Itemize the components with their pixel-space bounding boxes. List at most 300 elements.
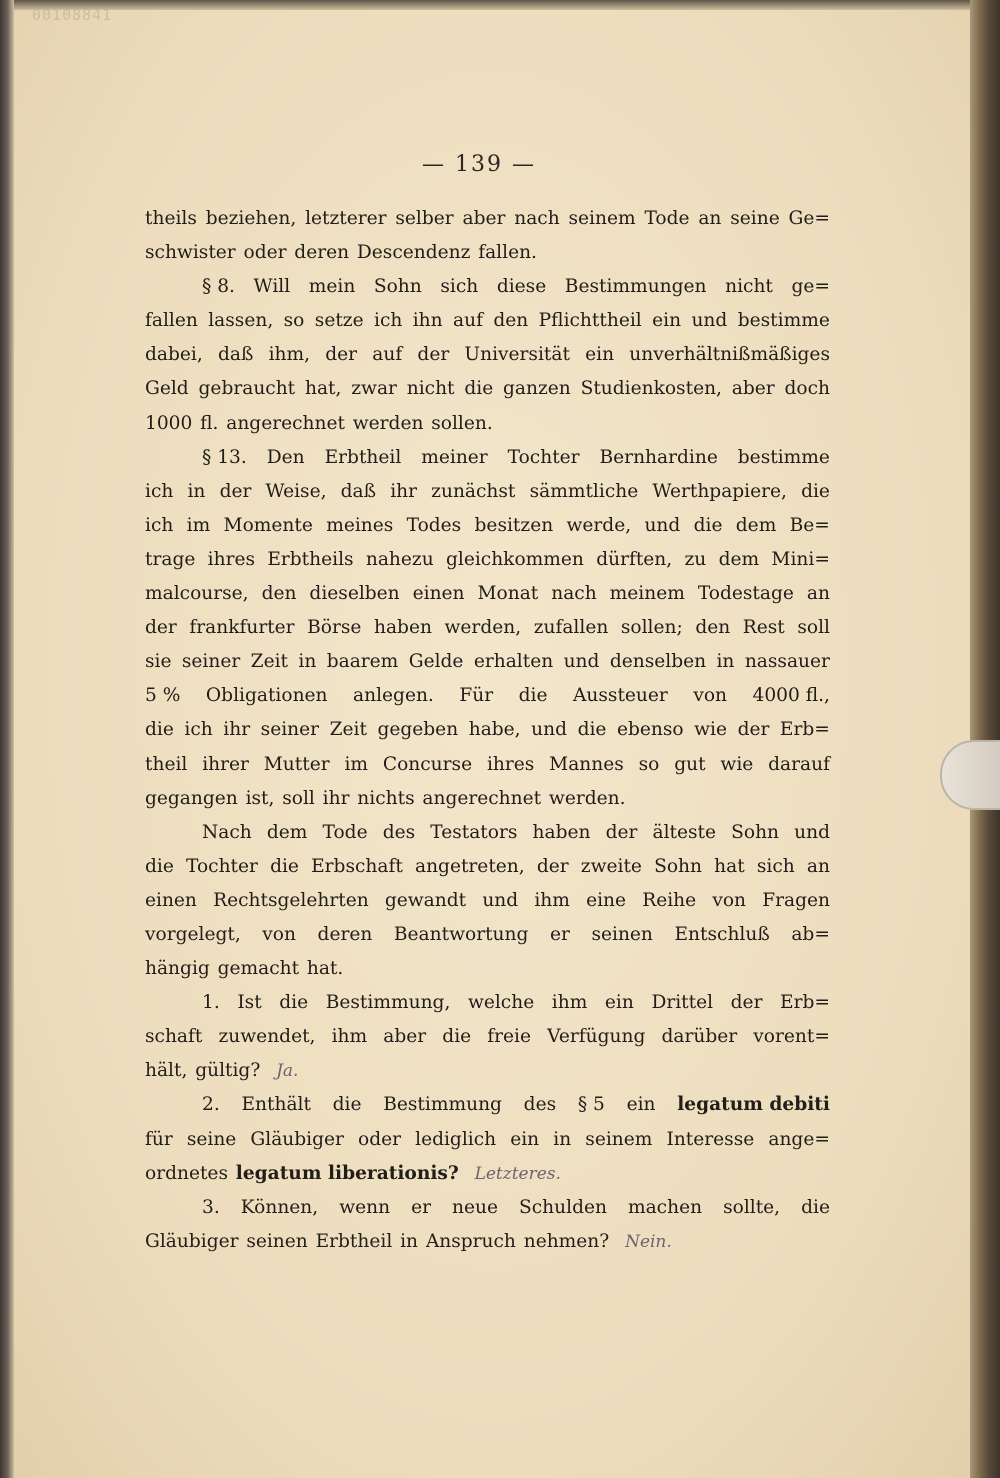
handwritten-note: Letzteres. (474, 1163, 561, 1184)
word: und (794, 821, 830, 843)
word: vorgelegt, (145, 923, 241, 945)
word: dieselben (309, 583, 400, 605)
word: machen (627, 1196, 703, 1218)
word: einen (412, 583, 465, 605)
word: die (464, 378, 494, 400)
word: aber (383, 1026, 427, 1048)
word: Bestimmung (383, 1094, 502, 1116)
word: aber (462, 208, 506, 229)
word: ihm (331, 1026, 368, 1048)
word: Erbtheil (324, 446, 402, 468)
paragraph (145, 1191, 830, 1259)
word: unverhältnißmäßiges (629, 344, 830, 366)
word: ange= (768, 1128, 830, 1150)
text-line (145, 1054, 830, 1088)
handwritten-note: Nein. (625, 1231, 672, 1252)
word: Für (459, 685, 494, 707)
word: ihm (551, 992, 588, 1014)
word: Fragen (762, 889, 830, 911)
text-line (145, 441, 830, 475)
word: des (382, 821, 416, 843)
word: ab= (791, 923, 830, 945)
word: ich (145, 480, 174, 502)
word: meines (326, 514, 394, 536)
word: gewandt (384, 889, 467, 911)
word: an (806, 583, 830, 605)
word: gebraucht (198, 378, 296, 400)
word: oder (243, 242, 287, 264)
word: an (806, 855, 830, 877)
word: sich (756, 855, 795, 877)
word: selber (395, 208, 454, 229)
word: für (145, 1128, 173, 1150)
text-line (145, 1225, 830, 1259)
word: Tochter (507, 446, 580, 468)
word: hat. (306, 958, 344, 980)
word: schwister (145, 242, 236, 264)
word: den (261, 583, 297, 605)
word: Universität (464, 344, 570, 366)
word: zwar (351, 378, 397, 400)
text-line (145, 986, 830, 1020)
word: malcourse, (145, 583, 249, 605)
book-right-edge (970, 0, 1000, 1478)
word: setze (314, 310, 364, 332)
word: die (442, 1026, 472, 1048)
word: ein (604, 992, 634, 1014)
word: Testators (430, 821, 518, 843)
word: Erb= (780, 992, 830, 1014)
word: Ge= (788, 208, 830, 229)
word: haben (532, 821, 591, 843)
word: einen (145, 889, 197, 911)
word: ihm (534, 889, 570, 911)
word: 1. (202, 992, 220, 1014)
word: Gläubiger (145, 1230, 239, 1252)
text-line (145, 407, 830, 441)
word: werde, (566, 514, 632, 536)
word: ge= (791, 276, 830, 298)
word: ist, (245, 787, 275, 809)
word: älteste (652, 821, 717, 843)
word: Verfügung (547, 1026, 646, 1048)
word: zuwendet, (218, 1026, 316, 1048)
word: § 8. (202, 276, 235, 298)
word: ein (626, 1094, 656, 1116)
word: Mutter (263, 753, 330, 775)
word: Erbtheils (267, 548, 354, 570)
word: theils (145, 208, 197, 229)
word: Tode (644, 208, 690, 229)
word: hat, (304, 378, 342, 400)
text-line (145, 577, 830, 611)
word: seinem (585, 1128, 653, 1150)
word: und (644, 514, 681, 536)
word: und (563, 651, 600, 673)
word: Entschluß (674, 923, 770, 945)
word: Rest (742, 617, 785, 639)
word: in (400, 1230, 419, 1252)
word: sich (440, 276, 479, 298)
text-line (145, 1191, 830, 1225)
book-left-edge (0, 0, 14, 1478)
text-line (145, 543, 830, 577)
word: der (730, 992, 763, 1014)
word: seiner (181, 651, 241, 673)
word: Will (253, 276, 291, 298)
word: der (605, 821, 638, 843)
word: dem (266, 821, 308, 843)
word: ein (585, 344, 615, 366)
word: angetreten, (414, 855, 525, 877)
word: besitzen (474, 514, 554, 536)
word: bestimme (737, 310, 830, 332)
word: seiner (260, 719, 320, 741)
word: und (691, 310, 728, 332)
word: werden, (444, 617, 522, 639)
word: meinem (609, 583, 685, 605)
word: nach (514, 208, 560, 229)
word: nicht (725, 276, 773, 298)
text-line (145, 816, 830, 850)
word: ein (652, 310, 682, 332)
word: angerechnet (422, 787, 542, 809)
word: die (279, 992, 309, 1014)
word: im (186, 514, 211, 536)
word: in (298, 651, 317, 673)
word: ein (510, 1128, 540, 1150)
word: zunächst (431, 480, 516, 502)
word: freie (487, 1026, 532, 1048)
word: hat (714, 855, 745, 877)
word: gegangen (145, 787, 238, 809)
text-line (145, 748, 830, 782)
word: die (518, 685, 548, 707)
word: soll (282, 787, 315, 809)
word: die (145, 855, 174, 877)
word: wie (694, 719, 728, 741)
word: Anspruch (425, 1230, 516, 1252)
word: in (716, 651, 735, 673)
word: Bernhardine (599, 446, 718, 468)
word: legatum liberationis? (235, 1162, 459, 1184)
text-line (145, 202, 830, 236)
word: sollen. (431, 412, 493, 434)
word: dem (718, 548, 760, 570)
word: dabei, (145, 344, 203, 366)
word: habe, (468, 719, 521, 741)
word: zweite (580, 855, 642, 877)
word: wie (720, 753, 754, 775)
word: lassen, (208, 310, 274, 332)
word: deren (317, 923, 373, 945)
word: der (737, 719, 770, 741)
word: ihrer (202, 753, 249, 775)
paragraph (145, 441, 830, 816)
word: Börse (307, 617, 362, 639)
word: Erb= (779, 719, 830, 741)
word: Zeit (250, 651, 288, 673)
word: von (262, 923, 296, 945)
word: werden (352, 412, 424, 434)
word: in (553, 1128, 572, 1150)
word: seinen (246, 1230, 308, 1252)
paragraph (145, 816, 830, 986)
word: Geld (145, 378, 189, 400)
word: die (577, 719, 607, 741)
word: eine (586, 889, 627, 911)
word: Sohn (373, 276, 422, 298)
word: gegeben (377, 719, 459, 741)
word: ihr (322, 787, 350, 809)
word: sollen; (620, 617, 683, 639)
word: des (523, 1094, 557, 1116)
word: ich (184, 719, 213, 741)
word: nicht (406, 378, 455, 400)
paragraph (145, 986, 830, 1088)
word: Todestage (697, 583, 794, 605)
paragraph (145, 1088, 830, 1190)
word: und (482, 889, 519, 911)
word: angerechnet (226, 412, 345, 434)
word: Nach (202, 821, 252, 843)
word: er (411, 1196, 432, 1218)
word: werden. (548, 787, 626, 809)
word: der (145, 617, 177, 639)
word: Bestimmungen (564, 276, 707, 298)
word: Tode (322, 821, 368, 843)
text-line (145, 1020, 830, 1054)
word: Ist (237, 992, 262, 1014)
text-line (145, 1157, 830, 1191)
word: gemacht (217, 958, 300, 980)
word: Momente (223, 514, 313, 536)
text-line (145, 372, 830, 406)
word: 4000 fl., (752, 685, 830, 707)
word: Enthält (241, 1094, 311, 1116)
word: welche (467, 992, 535, 1014)
word: Tochter (186, 855, 258, 877)
word: anlegen. (353, 685, 434, 707)
word: dürften, (596, 548, 673, 570)
word: von (712, 889, 747, 911)
text-line (145, 918, 830, 952)
text-line (145, 509, 830, 543)
text-line (145, 884, 830, 918)
word: daß (340, 480, 377, 502)
word: neue (452, 1196, 498, 1218)
word: den (695, 617, 731, 639)
word: Werthpapiere, (652, 480, 787, 502)
word: Gelde (408, 651, 464, 673)
word: letzterer (305, 208, 387, 229)
word: lediglich (415, 1128, 497, 1150)
word: nahezu (365, 548, 434, 570)
text-line (145, 1123, 830, 1157)
word: fl. (200, 412, 219, 434)
handwritten-note: Ja. (276, 1061, 299, 1082)
word: baarem (326, 651, 399, 673)
word: vorent= (753, 1026, 830, 1048)
text-line (145, 304, 830, 338)
word: Sohn (654, 855, 702, 877)
word: ganzen (503, 378, 571, 400)
word: nassauer (744, 651, 830, 673)
word: erhalten (473, 651, 554, 673)
word: fallen. (478, 242, 537, 264)
word: ihm, (268, 344, 311, 366)
text-line (145, 1088, 830, 1122)
word: ihr (390, 480, 418, 502)
word: ebenso (616, 719, 684, 741)
word: Monat (477, 583, 539, 605)
word: an (698, 208, 722, 229)
word: Descendenz (356, 242, 471, 264)
word: Beantwortung (393, 923, 529, 945)
word: Drittel (651, 992, 714, 1014)
word: die (270, 855, 299, 877)
text-line (145, 713, 830, 747)
word: nichts (357, 787, 415, 809)
word: diese (496, 276, 547, 298)
page-clip-tab (940, 740, 1000, 810)
text-line (145, 270, 830, 304)
word: Aussteuer (572, 685, 668, 707)
word: darüber (661, 1026, 738, 1048)
word: Reihe (642, 889, 697, 911)
word: Studienkosten, (580, 378, 722, 400)
word: Rechtsgelehrten (213, 889, 369, 911)
word: Können, (240, 1196, 319, 1218)
word: so (638, 753, 660, 775)
word: sollte, (723, 1196, 781, 1218)
word: Todes (406, 514, 462, 536)
text-line (145, 338, 830, 372)
word: seine (730, 208, 780, 229)
word: deren (294, 242, 350, 264)
word: Erbtheil (315, 1230, 393, 1252)
word: die (801, 1196, 830, 1218)
word: ich (145, 514, 174, 536)
word: Den (266, 446, 305, 468)
word: seine (186, 1128, 237, 1150)
word: hält, (145, 1060, 188, 1082)
word: gut (674, 753, 706, 775)
word: Zeit (329, 719, 367, 741)
word: denselben (609, 651, 707, 673)
word: auf (372, 344, 403, 366)
word: daß (217, 344, 254, 366)
word: ihn (412, 310, 443, 332)
word: Interesse (666, 1128, 755, 1150)
word: fallen (145, 310, 198, 332)
word: Mini= (771, 548, 830, 570)
word: schaft (145, 1026, 203, 1048)
word: meiner (421, 446, 488, 468)
word: die (801, 480, 830, 502)
text-line (145, 475, 830, 509)
word: seinen (591, 923, 653, 945)
word: 1000 (145, 412, 193, 434)
word: legatum debiti (677, 1094, 830, 1116)
word: Concurse (382, 753, 473, 775)
word: soll (797, 617, 830, 639)
book-page (14, 6, 970, 1478)
word: doch (784, 378, 830, 400)
word: § 5 (577, 1094, 605, 1116)
page-number: — 139 — (422, 152, 536, 177)
word: ihres (486, 753, 535, 775)
word: und (531, 719, 568, 741)
word: gültig? (195, 1060, 261, 1082)
text-line (145, 645, 830, 679)
word: er (549, 923, 570, 945)
word: bestimme (737, 446, 830, 468)
word: auf (453, 310, 483, 332)
word: in (187, 480, 206, 502)
word: gleichkommen (445, 548, 584, 570)
word: nehmen? (523, 1230, 610, 1252)
word: die (145, 719, 174, 741)
word: aber (731, 378, 775, 400)
word: so (283, 310, 305, 332)
word: 5 % (145, 685, 181, 707)
word: Schulden (519, 1196, 607, 1218)
word: hängig (145, 958, 210, 980)
word: Be= (789, 514, 830, 536)
paragraph (145, 202, 830, 270)
word: der (417, 344, 450, 366)
word: darauf (768, 753, 830, 775)
word: Weise, (265, 480, 327, 502)
text-line (145, 850, 830, 884)
word: zufallen (533, 617, 609, 639)
scan-id-label: 00108841 (32, 6, 113, 24)
paragraph (145, 270, 830, 440)
word: 2. (202, 1094, 220, 1116)
word: Gläubiger (250, 1128, 344, 1150)
word: der (536, 855, 569, 877)
word: theil (145, 753, 188, 775)
word: trage (145, 548, 196, 570)
word: Sohn (731, 821, 780, 843)
word: zu (684, 548, 707, 570)
word: haben (374, 617, 432, 639)
word: mein (308, 276, 356, 298)
text-line (145, 782, 830, 816)
word: Erbschaft (311, 855, 403, 877)
word: die (693, 514, 723, 536)
word: beziehen, (205, 208, 297, 229)
word: den (493, 310, 529, 332)
word: frankfurter (189, 617, 295, 639)
word: seinem (568, 208, 636, 229)
word: der (219, 480, 252, 502)
text-line (145, 952, 830, 986)
text-line (145, 236, 830, 270)
word: sämmtliche (529, 480, 639, 502)
word: sie (145, 651, 172, 673)
word: oder (358, 1128, 402, 1150)
word: 3. (202, 1196, 220, 1218)
word: Bestimmung, (325, 992, 451, 1014)
word: Pflichttheil (538, 310, 642, 332)
text-line (145, 679, 830, 713)
word: im (344, 753, 369, 775)
word: der (325, 344, 358, 366)
body-text (145, 202, 830, 1259)
book-top-edge (0, 0, 1000, 10)
